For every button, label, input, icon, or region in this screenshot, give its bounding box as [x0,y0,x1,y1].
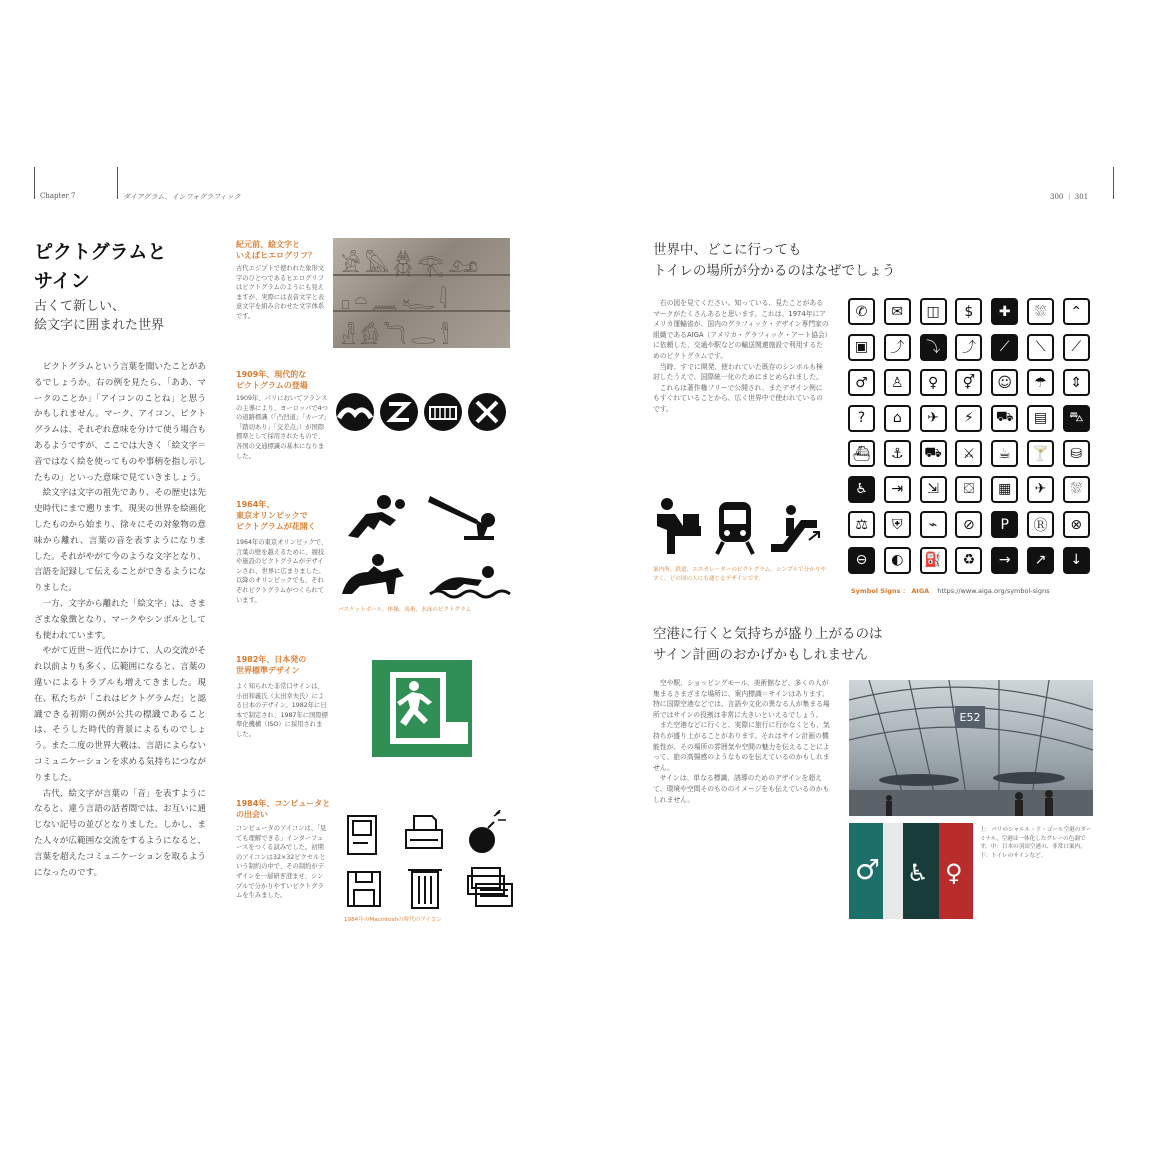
escalator-icon [771,505,819,548]
documents-icon [468,868,512,906]
source-url: https://www.aiga.org/symbol-signs [937,587,1050,595]
airport-caption: 上：パリのシャルル・ド・ゴール空港のターミナル。空港は一体化したグレーの色調です。中：日本の羽田空港の、非常口案内。下：トイレのサインなど。 [980,827,1092,859]
mac-icons [344,810,520,912]
arrival-icon: ⇲ [920,476,947,503]
no-smoking-icon: ⊘ [955,511,982,538]
car-icon: ⛟ [991,405,1018,432]
basketball-icon [348,495,405,538]
parking-icon: P [991,511,1018,538]
bus-icon: ▤ [1027,405,1054,432]
ship-icon: ⚓ [884,440,911,467]
stop-icon: ◐ [884,547,911,574]
right-paragraph-1: 右の図を見てください。知っている、見たことがあるマークがたくさんあると思います。これは、1974年にアメリカ運輸省が、国内のグラフィック・デザイン専門家の組織であるAIGA（アメリカ・グラフィック・アート協会）に依頼した、交通や駅などの輸送関連施設で利用するためのピクトグラムです。 当時、すでに開発、使われていた既存のシンボルも検討したうえで、国際統一化のためにまとめられました。 これらは著作権フリーで公開され、またデザイン例にもすぐれていることから、広く世界中で使われているのです。 [653,299,829,413]
arrow-down-icon: ↓ [1063,547,1090,574]
stairs-up-icon: ⟋ [991,334,1018,361]
printer-icon [406,816,442,848]
left-paragraph: 古代、絵文字が言葉の「音」を表すようになると、違う言語の話者間では、お互いに通じない記号の並びとなりました。しかし、また人々が広範囲な交流をするようになると、言葉を超えたコミュニケーションを取るようになったのです。 [34,788,206,878]
timeline-heading: 1982年、日本発の 世界標準デザイン [236,655,307,675]
baby-icon: ☺ [991,369,1018,396]
left-paragraph: 一方、文字から離れた「絵文字」は、さまざまな象徴となり、マークやシンボルとしても使われています。 [34,598,206,641]
right-paragraph-2: 空や駅、ショッピングモール、美術館など、多くの人が集まるさまざまな場所に、案内標識＝サインはあります。特に国際空港などでは、言語や文化の異なる人が集まる場所ではサインの役割は非常に大きいといえるでしょう。 また空港などに行くと、実際に旅行に行かなくとも、気持ちが盛り上がることがあります。それはサイン計画の機能性が、その場所の雰囲気や空間の魅力を伝えることによって、旅の高揚感のようなものを伝えているのかもしれません。 サインは、単なる標識、誘導のためのデザインを超えて、環境や空間そのもののイメージをも伝えているのかもしれません。 [653,679,830,804]
aiga-large-samples [653,496,833,558]
right-heading-1 [653,240,895,282]
baggage-icon: ⛆ [1063,476,1090,503]
bumpy-road-icon [336,393,374,431]
page-subtitle [34,297,164,335]
restaurant-icon: ⚔ [955,440,982,467]
timeline-heading: 1984年、コンピュータと の出会い [236,799,331,819]
olympic-pictograms [338,490,513,602]
lockers-icon: ▦ [991,476,1018,503]
right-heading-2 [653,624,883,666]
mac-caption: 1984年のMacintoshの時代のアイコン [344,917,442,923]
curve-icon [380,393,418,431]
floppy-disk-icon [348,872,380,906]
intersection-icon [468,393,506,431]
water-icon: ☂ [1027,369,1054,396]
timeline-text: 1964年の東京オリンピックで、言葉の壁を越えるために、競技や施設のピクトグラムがデザインされ、世界に広まりました。以降のオリンピックでも、それぞれピクトグラムがつくられています。 [236,539,328,604]
bar-icon: 🍸 [1027,440,1054,467]
gate-sign: E52 [955,706,985,728]
fire-extinguisher-icon: ⛽ [920,547,947,574]
chapter-label: Chapter 7 [40,192,76,200]
customs-icon: ⚖ [848,511,875,538]
hieroglyph-photo: 𓀀𓅓𓆣𓂀𓃭 𓊪𓏏𓈖𓆑𓇋 𓁐𓀁𓆓𓂋𓀾 [333,238,510,348]
hanger-icon: ⌃ [1063,298,1090,325]
header-rule-left [34,167,35,199]
hotel-icon: ⌂ [884,405,911,432]
aiga-icon-grid [848,298,1098,580]
left-paragraph: ピクトグラムという言葉を聞いたことがあるでしょうか。右の例を見たら、「ああ、マークのことか」「アイコンのことね」と思うかもしれません。マーク、アイコン、ピクトグラムは、それぞれ意味を分けて使う場合もあるようですが、ここでは大きく「絵文字＝音ではなく絵を使ってものや事柄を指し示したもの」といった意味で見ていきましょう。 [34,362,206,483]
stairs-icon: ⟋ [1063,334,1090,361]
page-title-line-1: ピクトグラムと [34,241,167,263]
timeline-heading: 紀元前、絵文字と いえばヒエログリフ？ [236,240,316,260]
stairs-down-icon: ⟍ [1027,334,1054,361]
right-heading-2-line-1: 空港に行くと気持ちが盛り上がるのは [653,626,883,642]
equestrian-icon [342,554,404,594]
currency-icon: ◫ [920,298,947,325]
source-label: Symbol Signs ： AIGA [851,587,930,595]
gymnastics-icon [428,496,495,540]
phone-icon: ✆ [848,298,875,325]
airport-terminal-photo [849,680,1093,816]
road-signs-1909 [335,392,513,432]
escalator-up-icon: ⤴ [884,334,911,361]
emergency-exit-sign [372,660,472,757]
escalator-down-icon: ⤵ [920,334,947,361]
timeline-text: コンピュータのアイコンは、「見ても理解できる」インターフェースをつくる試みでした。初期のアイコンは32×32ピクセルという制約の中で、その制約がデザインを一層研ぎ澄ませ、シンプルで分かりやすいピクトグラムを生みました。 [236,825,327,900]
page-numbers: 300 ｜ 301 [1050,193,1089,201]
shop-icon: ⛁ [1063,440,1090,467]
information-person-icon [657,498,701,554]
rental-car-icon: ⛟ [920,440,947,467]
right-heading-1-line-2: トイレの場所が分かるのはなぜでしょう [653,263,896,279]
immigration-icon: ⛨ [884,511,911,538]
litter-icon: ♻ [955,547,982,574]
header-rule-mid [117,167,118,199]
bomb-icon [470,810,506,852]
ticket-icon: ▣ [848,334,875,361]
helicopter-icon: ⚡ [955,405,982,432]
elevator-icon: ⇕ [1063,369,1090,396]
arrow-up-right-icon: ↗ [1027,547,1054,574]
page-subtitle-line-1: 古くて新しい、 [34,299,126,314]
toilets-men-icon: ♂ [848,369,875,396]
no-entry-icon: ⊗ [1063,511,1090,538]
train-icon: ⛴ [848,440,875,467]
aiga-source [851,586,1049,595]
no-parking-icon: Ⓡ [1027,511,1054,538]
restroom-sign-photo [849,823,973,919]
aiga-caption: 案内所、鉄道、エスカレーターのピクトグラム。シンプルで分かりやすく、どの国の人にも通じるデザインです。 [653,567,827,582]
railroad-crossing-icon [424,393,462,431]
man-icon: ♙ [884,369,911,396]
info-icon: ? [848,405,875,432]
timeline-text: よく知られた非常口サインは、小田和義氏（太田幸夫氏）による日本のデザイン。1982年に日本で制定され、1987年に国際標準化機構（ISO）に採用されました。 [236,683,328,738]
header-rule-right [1113,167,1114,199]
left-paragraph: やがて近世〜近代にかけて、人の交流がそれ以前よりも多く、広範囲になると、言葉の違いによるトラブルも増えてきました。現在、私たちが「これはピクトグラムだ」と認識できる初期の例が公共の標識であることは、そうした時代的背景によるものでしょう。また二度の世界大戦は、言語によらないコミュニケーションを求める気持ちにつながりました。 [34,646,206,783]
escalator-icon: ⤴ [955,334,982,361]
coffee-icon: ☕ [991,440,1018,467]
timeline-text: 1909年、パリにおいてフランスの主導により、ヨーロッパで4つの道路標識（「凸凹道」「カーブ」「踏切あり」「交差点」）が国際標準として採用されたもので、各国の交通標識の基本になりました。 [236,395,328,460]
wheelchair-icon: ♿ [907,859,929,887]
departure-icon: ✈ [1027,476,1054,503]
exit-icon: ⇥ [884,476,911,503]
dollar-icon: $ [955,298,982,325]
trash-icon [408,870,442,908]
lounge-icon: ⛋ [955,476,982,503]
taxi-icon: ⛍ [1063,405,1090,432]
section-label: ダイアグラム、インフォグラフィック [123,193,241,201]
right-heading-1-line-1: 世界中、どこに行っても [653,242,802,258]
mail-icon: ✉ [884,298,911,325]
woman-icon: ♀ [920,369,947,396]
smoking-icon: ⌁ [920,511,947,538]
olympics-caption: バスケットボール、体操、馬術、水泳のピクトグラム [338,607,472,613]
train-icon [717,502,753,554]
plane-icon: ✈ [920,405,947,432]
right-heading-2-line-2: サイン計画のおかげかもしれません [653,647,869,663]
swimming-icon [430,566,510,597]
restroom-icon: ⚥ [955,369,982,396]
timeline-text: 古代エジプトで使われた象形文字のひとつであるヒエログリフはピクトグラムのようにも見えますが、実際には表音文字と表意文字を組み合わせた文字体系です。 [236,265,325,320]
page-title-line-2: サイン [34,270,90,292]
page-subtitle-line-2: 絵文字に囲まれた世界 [34,318,165,333]
man-icon: ♂ [855,853,881,886]
baggage-claim-icon: ⛆ [1027,298,1054,325]
timeline-heading: 1964年、 東京オリンピックで ピクトグラムが花開く [236,500,316,531]
left-paragraph: 絵文字は文字の祖先であり、その歴史は先史時代にまで遡ります。現実の世界を絵画化したものから始まり、徐々にその対象物の意味から離れ、言葉の音を表すようになりました。それがやがて今のような文字となり、言語を記録して伝えることができるようになりました。 [34,488,206,594]
timeline-heading: 1909年、現代的な ピクトグラムの登場 [236,370,308,390]
arrow-right-icon: → [991,547,1018,574]
woman-icon: ♀ [945,859,963,887]
waiting-icon: ♿ [848,476,875,503]
computer-icon [348,816,376,854]
do-not-enter-icon: ⊖ [848,547,875,574]
cross-icon: ✚ [991,298,1018,325]
page-title [34,238,166,296]
left-body [34,360,206,881]
